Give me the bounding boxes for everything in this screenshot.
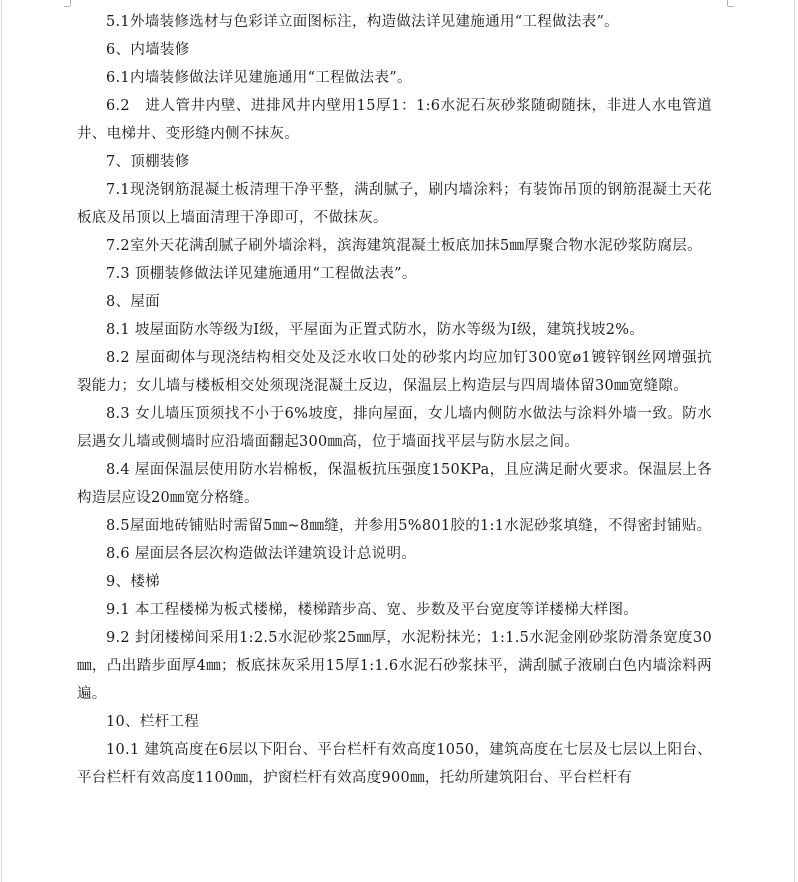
paragraph-7-1: 7.1现浇钢筋混凝土板清理干净平整，满刮腻子，刷内墙涂料；有装饰吊顶的钢筋混凝土天花板底及吊顶以上墙面清理干净即可，不做抹灰。 xyxy=(77,182,712,226)
corner-crop-mark xyxy=(64,6,70,7)
corner-crop-mark xyxy=(728,6,734,7)
paragraph-8-1: 8.1 坡屋面防水等级为Ⅰ级，平屋面为正置式防水，防水等级为Ⅰ级，建筑找坡2%。 xyxy=(106,322,645,338)
section-heading-10: 10、栏杆工程 xyxy=(106,714,200,730)
paragraph-9-2: 9.2 封闭楼梯间采用1:2.5水泥砂浆25㎜厚，水泥粉抹光；1:1.5水泥金刚砂浆防滑条宽度30㎜，凸出踏步面厚4㎜；板底抹灰采用15厚1:1.6水泥石砂浆抹平，满刮腻子液刷白色内墙涂料两遍。 xyxy=(77,630,712,702)
section-heading-7: 7、顶棚装修 xyxy=(106,154,190,170)
paragraph-7-3: 7.3 顶棚装修做法详见建施通用“工程做法表”。 xyxy=(106,266,417,282)
paragraph-10-1: 10.1 建筑高度在6层以下阳台、平台栏杆有效高度1050，建筑高度在七层及七层以上阳台、平台栏杆有效高度1100㎜，护窗栏杆有效高度900㎜，托幼所建筑阳台、平台栏杆有 xyxy=(77,742,712,786)
paragraph-8-4: 8.4 屋面保温层使用防水岩棉板，保温板抗压强度150KPa，且应满足耐火要求。保温层上各构造层应设20㎜宽分格缝。 xyxy=(77,462,712,506)
paragraph-8-2: 8.2 屋面砌体与现浇结构相交处及泛水收口处的砂浆内均应加钉300宽ø1镀锌钢丝网增强抗裂能力；女儿墙与楼板相交处须现浇混凝土反边，保温层上构造层与四周墙体留30㎜宽缝隙。 xyxy=(77,350,712,394)
corner-crop-mark xyxy=(70,0,71,6)
paragraph-8-5: 8.5屋面地砖铺贴时需留5㎜~8㎜缝，并参用5%801胶的1:1水泥砂浆填缝，不得密封铺贴。 xyxy=(106,518,712,534)
section-heading-8: 8、屋面 xyxy=(106,294,160,310)
paragraph-6-1: 6.1内墙装修做法详见建施通用“工程做法表”。 xyxy=(106,70,412,86)
paragraph-9-1: 9.1 本工程楼梯为板式楼梯，楼梯踏步高、宽、步数及平台宽度等详楼梯大样图。 xyxy=(106,602,639,618)
paragraph-7-2: 7.2室外天花满刮腻子刷外墙涂料，滨海建筑混凝土板底加抹5㎜厚聚合物水泥砂浆防腐层。 xyxy=(106,238,702,254)
paragraph-8-6: 8.6 屋面层各层次构造做法详建筑设计总说明。 xyxy=(106,546,417,562)
paragraph-5-1: 5.1外墙装修选材与色彩详立面图标注，构造做法详见建施通用“工程做法表”。 xyxy=(106,14,619,30)
section-heading-9: 9、楼梯 xyxy=(106,574,160,590)
section-heading-6: 6、内墙装修 xyxy=(106,42,190,58)
paragraph-8-3: 8.3 女儿墙压顶须找不小于6%坡度，排向屋面，女儿墙内侧防水做法与涂料外墙一致。防水层遇女儿墙或侧墙时应沿墙面翻起300㎜高，位于墙面找平层与防水层之间。 xyxy=(77,406,712,450)
paragraph-6-2: 6.2 进人管井内壁、进排风井内壁用15厚1：1:6水泥石灰砂浆随砌随抹，非进人水电管道井、电梯井、变形缝内侧不抹灰。 xyxy=(77,98,712,142)
document-body xyxy=(77,8,712,792)
